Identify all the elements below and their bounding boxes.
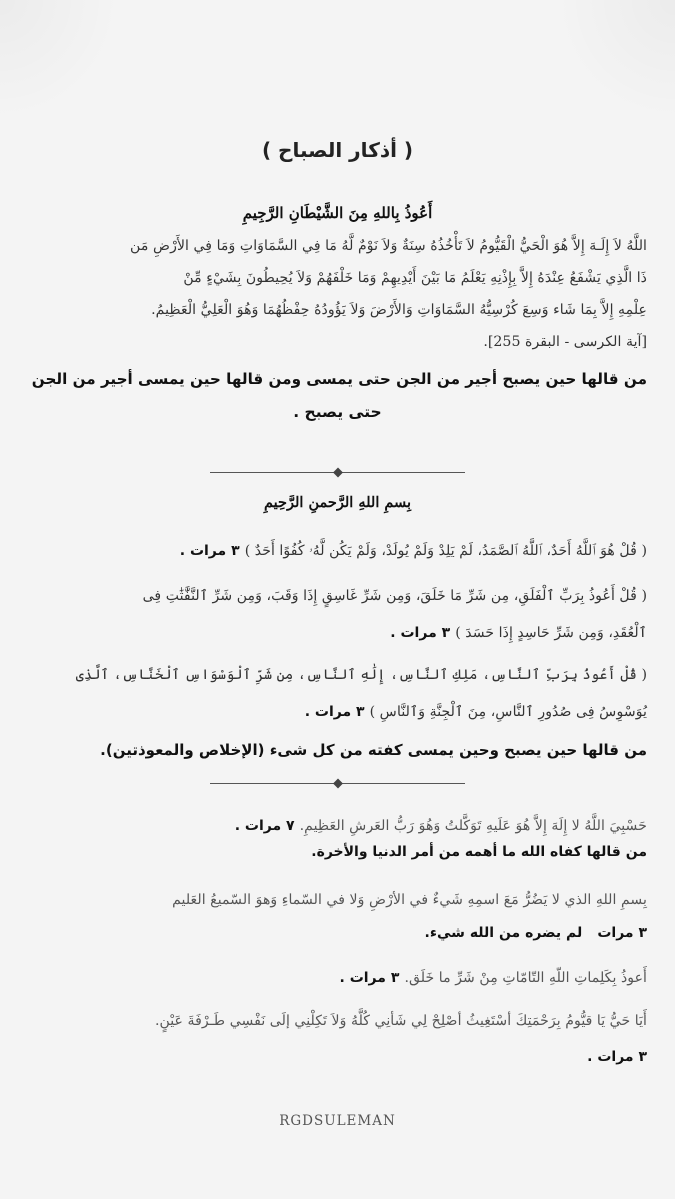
surah-nas-line-2: يُوَسْوِسُ فِى صُدُورِ ٱلنَّاسِ، مِنَ ٱلْجِنَّةِ وَٱلنَّاسِ ) (369, 704, 647, 720)
ayat-alkursi-line-2: ذَا الَّذِي يَشْفَعُ عِنْدَهُ إِلاَّ بِإِذْنِهِ يَعْلَمُ مَا بَيْنَ أَيْدِيهِمْ وَمَا خَلْفَهُمْ وَلاَ يُحِيطُونَ بِشَيْءٍ مِّنْ (183, 270, 647, 286)
surah-nas-line-1: ( قُلْ أَعُوذُ بِرَبِّ ٱلنَّاسِ، مَلِكِ ٱلنَّاسِ، إِلَٰهِ ٱلنَّاسِ، مِن شَرِّ ٱلْوَسْوَاسِ ٱلْخَنَّاسِ، ٱلَّذِى (75, 667, 647, 683)
hayy-count: ٣ مرات . (587, 1049, 647, 1065)
ayat-alkursi-line-3: عِلْمِهِ إِلاَّ بِمَا شَاء وَسِعَ كُرْسِيُّهُ السَّمَاوَاتِ وَالأَرْضَ وَلاَ يَؤُودُهُ حِفْظُهُمَا وَهُوَ الْعَلِيُّ الْعَظِيمُ. (151, 302, 647, 318)
hasbi-count: ٧ مرات . (234, 818, 295, 834)
ayat-reference: [آية الكرسى - البقرة 255]. (483, 334, 647, 350)
virtue-text-1: من قالها حين يصبح أجير من الجن حتى يمسى ومن قالها حين يمسى أجير من الجن (31, 370, 647, 388)
kalimat-count: ٣ مرات . (339, 970, 400, 986)
hayy-dhikr: أَيَا حَيُّ يَا قيُّومُ بِرَحْمَتِكَ أسْتَغِيثُ أصْلِحْ لِي شَأنِي كُلَّهُ وَلاَ تَكِلْنِي إلَى نَفْسِي طَـرْفَةَ عَيْنٍ. (154, 1013, 647, 1029)
taawwudh: أَعُوذُ بِاللهِ مِنَ الشَّيْطَانِ الرَّجِيمِ (242, 204, 433, 222)
bismillah-virtue: لم يضره من الله شيء. (424, 925, 583, 941)
bismillah-dhikr: بِسمِ اللهِ الذي لا يَضُرُّ مَعَ اسمِهِ شَيءٌ في الأرْضِ وَلا في السّماءِ وَهوَ السّميعُ العَليم (172, 892, 647, 908)
section-divider-1 (210, 472, 465, 473)
ikhlas-count: ٣ مرات . (179, 543, 240, 559)
surah-falaq-line-2: ٱلْعُقَدِ، وَمِن شَرِّ حَاسِدٍ إِذَا حَسَدَ ) (455, 625, 647, 641)
hasbi-virtue: من قالها كفاه الله ما أهمه من أمر الدنيا والأخرة. (311, 844, 647, 860)
page-title: ( أذكار الصباح ) (261, 138, 414, 162)
kalimat-row (28, 967, 647, 986)
falaq-row (28, 622, 647, 641)
footer-watermark: RGDSULEMAN (279, 1113, 396, 1129)
ayat-alkursi-line-1: اللَّهُ لاَ إِلَـهَ إِلاَّ هُوَ الْحَيُّ الْقَيُّومُ لاَ تَأْخُذُهُ سِنَةٌ وَلاَ نَوْمٌ لَّهُ مَا فِي السَّمَاوَاتِ وَمَا فِي الأَرْضِ مَن (130, 238, 647, 254)
virtue-text-2: حتى يصبح . (293, 403, 382, 421)
nas-row (28, 701, 647, 720)
kalimat-dhikr: أَعوذُ بِكَلِماتِ اللّهِ التّامّاتِ مِنْ شَرِّ ما خَلَق. (404, 970, 647, 986)
basmala: بِسمِ اللهِ الرَّحمنِ الرَّحِيمِ (263, 494, 412, 511)
bismillah-count: ٣ مرات (597, 925, 647, 941)
section-divider-2 (210, 783, 465, 784)
bismillah-row (28, 922, 647, 941)
surah-ikhlas: ( قُلْ هُوَ ٱللَّهُ أَحَدٌ، ٱللَّهُ ٱلصَّمَدُ، لَمْ يَلِدْ وَلَمْ يُولَدْ، وَلَمْ يَكُن لَّهُۥ كُفُوًا أَحَدٌ ) (244, 543, 647, 559)
nas-count: ٣ مرات . (304, 704, 365, 720)
hasbi-row (28, 815, 647, 834)
hasbi-dhikr: حَسْبِيَ اللَّهُ لا إِلَهَ إِلاَّ هُوَ عَلَيهِ تَوَكَّلتُ وَهُوَ رَبُّ العَرشِ العَظِيمِ. (299, 818, 647, 834)
falaq-count: ٣ مرات . (390, 625, 451, 641)
ikhlas-row (28, 540, 647, 559)
surah-falaq-line-1: ( قُلْ أَعُوذُ بِرَبِّ ٱلْفَلَقِ، مِن شَرِّ مَا خَلَقَ، وَمِن شَرِّ غَاسِقٍ إِذَا وَقَبَ، وَمِن شَرِّ ٱلنَّفَّٰثَٰتِ فِى (142, 588, 647, 604)
mu-awwidhat-virtue: من قالها حين يصبح وحين يمسى كفته من كل شىء (الإخلاص والمعوذتين). (100, 741, 647, 759)
